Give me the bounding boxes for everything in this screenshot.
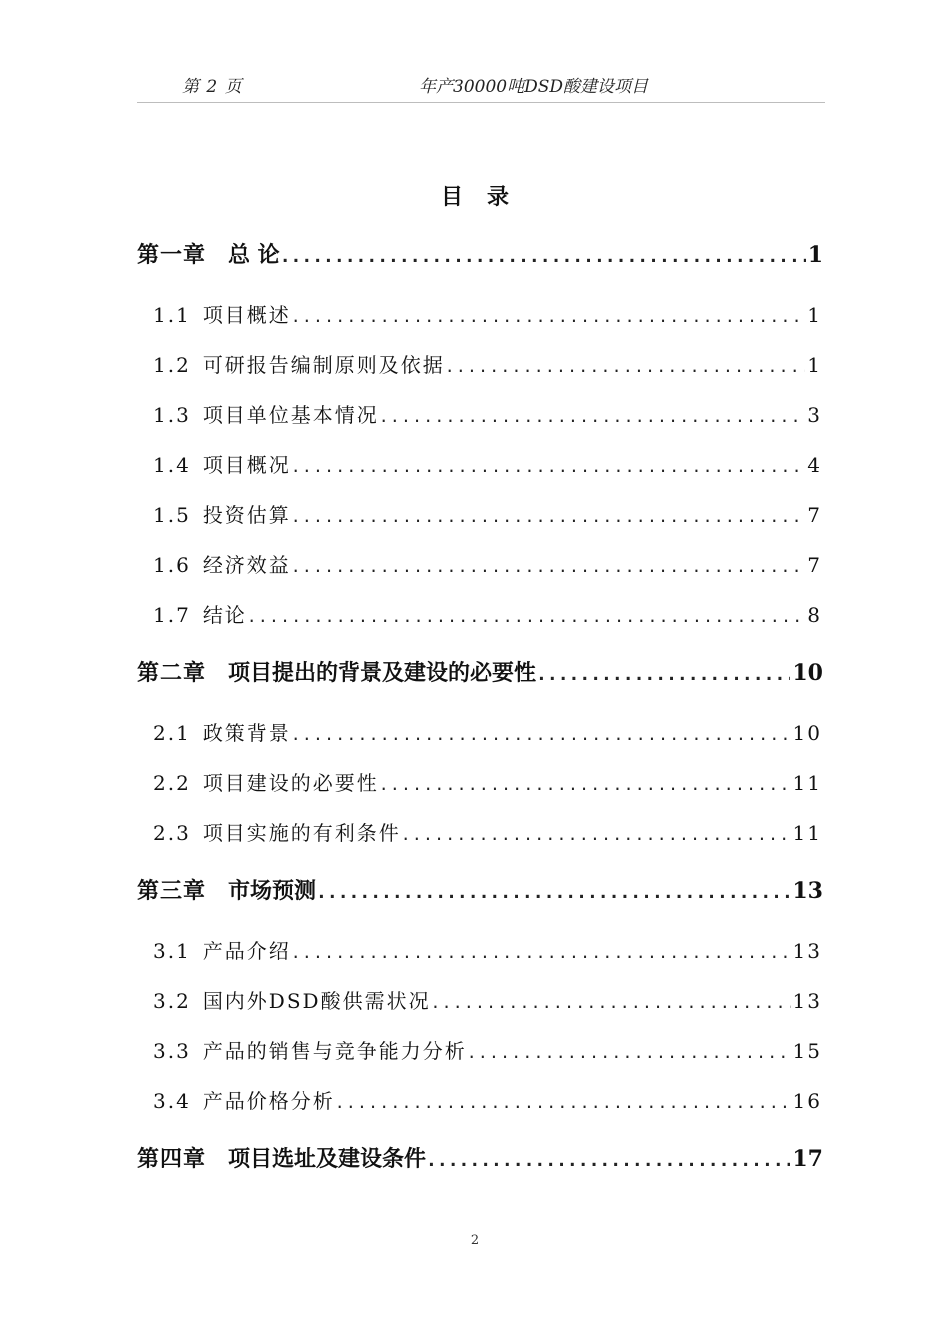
toc-entry-title: 国内外DSD酸供需状况	[202, 989, 431, 1013]
toc-entry-title: 可研报告编制原则及依据	[202, 353, 445, 377]
toc-section-3-3[interactable]	[153, 1035, 822, 1064]
toc-dot-leader	[536, 664, 790, 685]
toc-dot-leader	[379, 407, 805, 426]
toc-entry-number: 1.5	[153, 503, 191, 527]
toc-dot-leader	[445, 357, 805, 376]
toc-entry-number: 第二章	[137, 660, 207, 686]
toc-dot-leader	[291, 307, 805, 326]
toc-entry-title: 项目概况	[202, 453, 291, 477]
toc-section-3-1[interactable]	[153, 935, 822, 964]
toc-entry-title: 投资估算	[202, 503, 291, 527]
toc-section-1-1[interactable]	[153, 299, 822, 328]
toc-section-1-5[interactable]	[153, 499, 822, 528]
toc-entry-page: 8	[807, 603, 822, 627]
toc-section-2-3[interactable]	[153, 817, 822, 846]
toc-entry-page: 10	[792, 660, 823, 686]
toc-entry-title: 项目单位基本情况	[202, 403, 379, 427]
toc-section-1-3[interactable]	[153, 399, 822, 428]
toc-entry-title: 项目实施的有利条件	[202, 821, 401, 845]
toc-entry-page: 16	[792, 1089, 822, 1113]
toc-entry-title: 结论	[202, 603, 247, 627]
toc-entry-page: 13	[792, 878, 823, 904]
toc-dot-leader	[335, 1093, 791, 1112]
toc-heading: 目录	[440, 184, 533, 210]
toc-chapter-3[interactable]	[137, 874, 823, 905]
toc-section-3-2[interactable]	[153, 985, 822, 1014]
toc-entry-title: 市场预测	[228, 878, 317, 904]
toc-entry-page: 3	[807, 403, 822, 427]
toc-section-1-6[interactable]	[153, 549, 822, 578]
toc-entry-title: 产品的销售与竞争能力分析	[202, 1039, 467, 1063]
toc-entry-number: 3.1	[153, 939, 191, 963]
toc-entry-number: 2.1	[153, 721, 191, 745]
toc-entry-title: 政策背景	[202, 721, 291, 745]
toc-dot-leader	[401, 825, 791, 844]
toc-entry-number: 2.2	[153, 771, 191, 795]
toc-entry-number: 1.2	[153, 353, 191, 377]
toc-section-1-4[interactable]	[153, 449, 822, 478]
toc-dot-leader	[431, 993, 791, 1012]
toc-dot-leader	[291, 507, 805, 526]
toc-entry-number: 2.3	[153, 821, 191, 845]
toc-dot-leader	[291, 557, 805, 576]
toc-entry-page: 17	[792, 1146, 823, 1172]
toc-entry-number: 第三章	[137, 878, 207, 904]
footer-page-number: 2	[470, 1233, 480, 1248]
toc-entry-number: 3.2	[153, 989, 191, 1013]
toc-entry-title: 项目概述	[202, 303, 291, 327]
toc-section-1-7[interactable]	[153, 599, 822, 628]
toc-entry-page: 10	[792, 721, 822, 745]
toc-section-2-1[interactable]	[153, 717, 822, 746]
toc-section-1-2[interactable]	[153, 349, 822, 378]
toc-entry-page: 15	[792, 1039, 822, 1063]
toc-entry-number: 1.3	[153, 403, 191, 427]
toc-entry-page: 1	[807, 303, 822, 327]
toc-entry-page: 13	[792, 939, 822, 963]
toc-entry-title: 项目选址及建设条件	[228, 1146, 427, 1172]
toc-entry-number: 1.7	[153, 603, 191, 627]
toc-entry-page: 4	[807, 453, 822, 477]
toc-dot-leader	[247, 607, 805, 626]
toc-entry-title: 项目建设的必要性	[202, 771, 379, 795]
toc-entry-title: 产品介绍	[202, 939, 291, 963]
toc-entry-page: 13	[792, 989, 822, 1013]
toc-dot-leader	[291, 457, 805, 476]
toc-entry-number: 第四章	[137, 1146, 207, 1172]
toc-chapter-4[interactable]	[137, 1142, 823, 1173]
toc-section-2-2[interactable]	[153, 767, 822, 796]
toc-section-3-4[interactable]	[153, 1085, 822, 1114]
toc-entry-page: 11	[792, 821, 822, 845]
toc-dot-leader	[379, 775, 791, 794]
toc-entry-page: 7	[807, 553, 822, 577]
toc-entry-title: 项目提出的背景及建设的必要性	[228, 660, 537, 686]
toc-dot-leader	[467, 1043, 791, 1062]
toc-dot-leader	[291, 725, 791, 744]
toc-dot-leader	[426, 1150, 790, 1171]
toc-entry-number: 3.3	[153, 1039, 191, 1063]
toc-chapter-1[interactable]	[137, 238, 823, 269]
page-header	[137, 66, 825, 103]
toc-entry-number: 1.6	[153, 553, 191, 577]
toc-entry-number: 第一章	[137, 242, 207, 268]
toc-entry-title: 总 论	[228, 242, 280, 268]
toc-entry-page: 11	[792, 771, 822, 795]
toc-dot-leader	[316, 882, 790, 903]
toc-entry-number: 1.1	[153, 303, 191, 327]
toc-dot-leader	[280, 246, 806, 267]
toc-entry-page: 1	[807, 242, 823, 268]
toc-entry-page: 7	[807, 503, 822, 527]
toc-entry-title: 产品价格分析	[202, 1089, 335, 1113]
header-page-label: 第 2 页	[182, 77, 243, 97]
toc-entry-title: 经济效益	[202, 553, 291, 577]
toc-chapter-2[interactable]	[137, 656, 823, 687]
toc-entry-number: 1.4	[153, 453, 191, 477]
toc-entry-page: 1	[807, 353, 822, 377]
toc-entry-number: 3.4	[153, 1089, 191, 1113]
toc-dot-leader	[291, 943, 791, 962]
header-document-title: 年产30000吨DSD酸建设项目	[419, 77, 648, 97]
